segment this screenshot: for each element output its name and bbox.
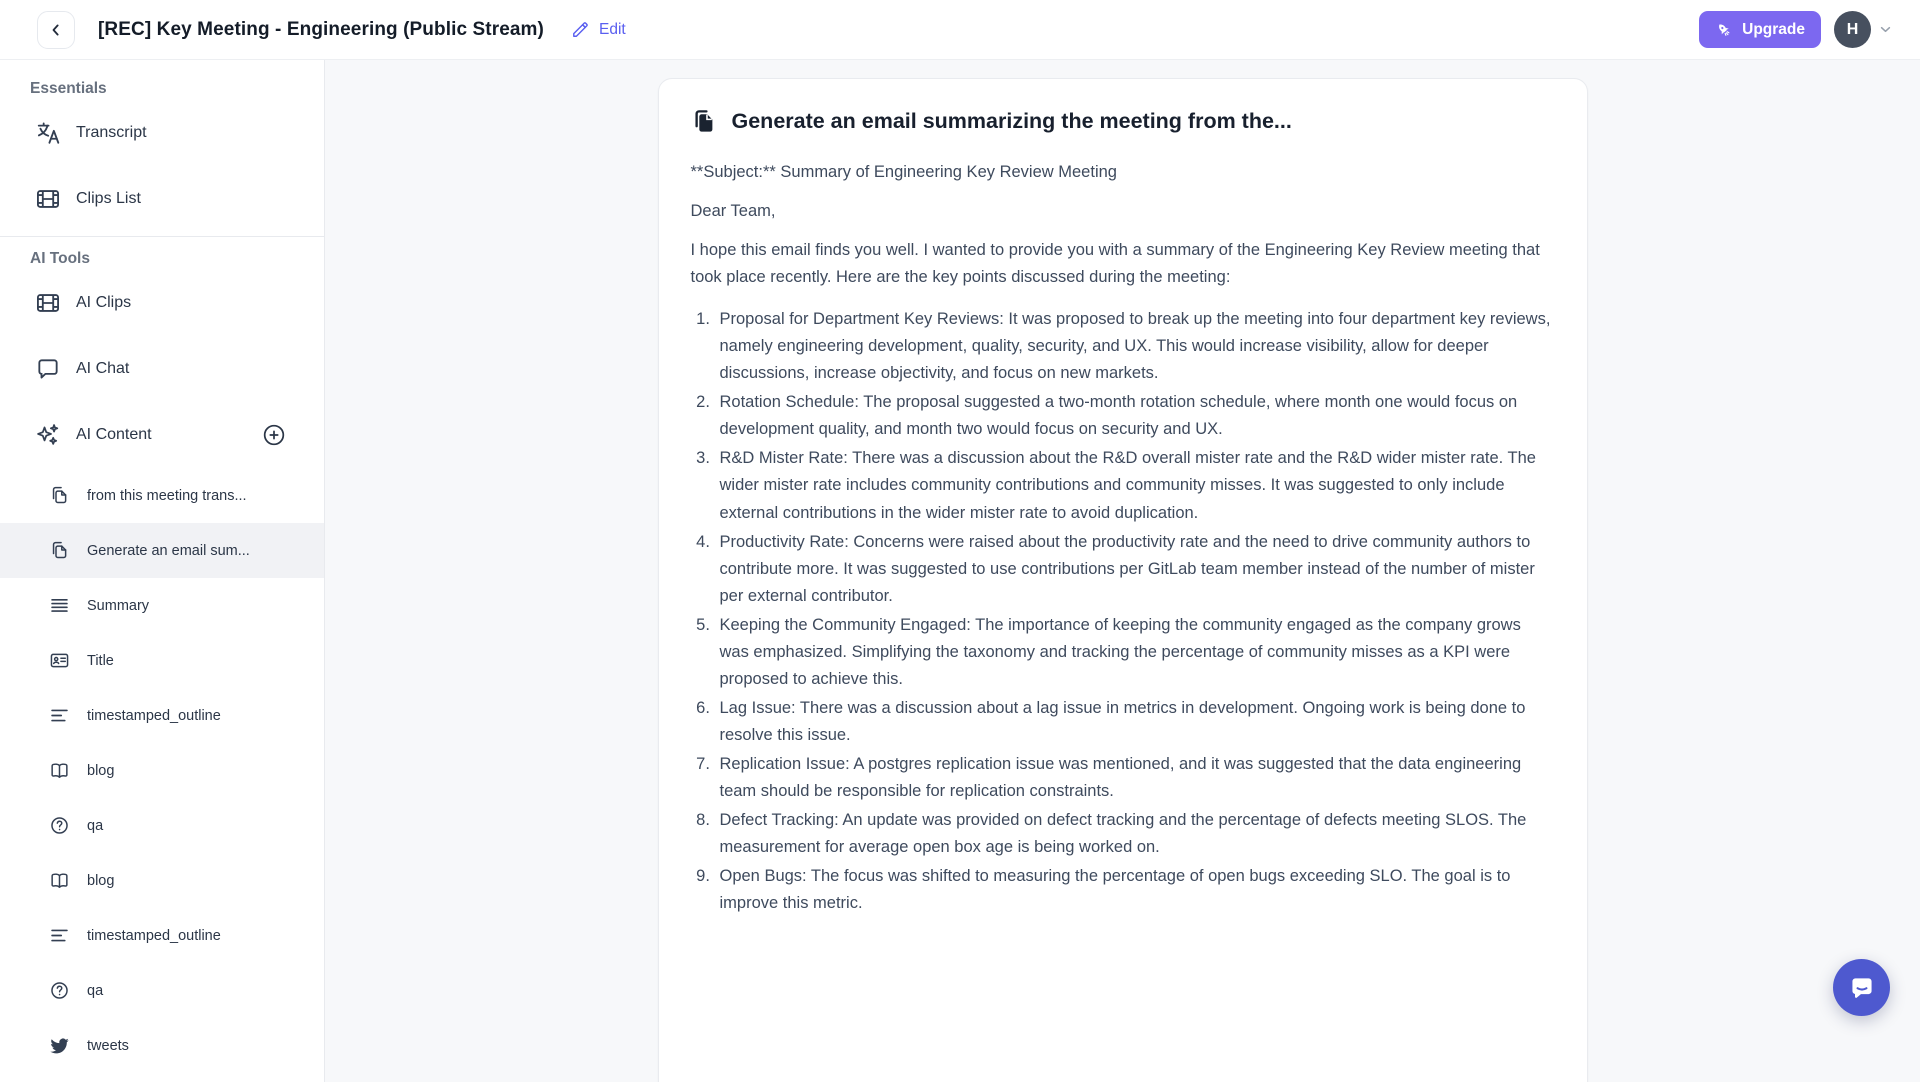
page-title: [REC] Key Meeting - Engineering (Public Stream) xyxy=(98,18,544,40)
question-circle-icon xyxy=(49,815,70,836)
email-intro: I hope this email finds you well. I wanted to provide you with a summary of the Engineering Key Review meeting that took place recently. Here are the key points discussed during the meeting: xyxy=(690,241,1540,287)
align-left-icon xyxy=(49,925,70,946)
sidebar-item-generate-email[interactable] xyxy=(0,523,324,578)
sidebar-item-from-this-meeting[interactable] xyxy=(0,468,324,523)
sidebar-item-label: timestamped_outline xyxy=(87,707,221,724)
copy-document-icon xyxy=(49,540,70,561)
content-card xyxy=(658,78,1588,1082)
card-title: Generate an email summarizing the meeting from the... xyxy=(731,109,1292,133)
sidebar-item-qa[interactable] xyxy=(0,963,324,1018)
pages-icon xyxy=(691,108,718,135)
sidebar-item-timestamped-outline[interactable] xyxy=(0,688,324,743)
header-right xyxy=(1699,11,1894,48)
email-point: 1. Proposal for Department Key Reviews: It was proposed to break up the meeting into four department key reviews, namely engineering development, quality, security, and UX. This would increase visibility, allow for deeper discussions, increase objectivity, and focus on new markets. xyxy=(715,306,1555,387)
film-icon xyxy=(35,290,61,316)
sidebar-item-label: AI Chat xyxy=(76,360,130,377)
sidebar-item-summary[interactable] xyxy=(0,578,324,633)
user-menu[interactable] xyxy=(1834,11,1894,48)
sidebar-item-label: blog xyxy=(87,762,115,779)
email-point: 4. Productivity Rate: Concerns were raised about the productivity rate and the need to drive community authors to contribute more. It was suggested to use contributions per GitLab team member instead of the number of mister per external contributor. xyxy=(715,529,1555,610)
book-icon xyxy=(49,760,70,781)
email-point: 6. Lag Issue: There was a discussion about a lag issue in metrics in development. Ongoing work is being done to resolve this issue. xyxy=(715,695,1555,749)
sidebar-item-label: AI Clips xyxy=(76,294,132,311)
id-card-icon xyxy=(49,650,70,671)
upgrade-button[interactable] xyxy=(1699,11,1821,48)
sidebar-item-label: timestamped_outline xyxy=(87,927,221,944)
sidebar-item-clips-list[interactable] xyxy=(0,166,324,232)
sidebar-item-label: Clips List xyxy=(76,190,141,207)
chevron-down-icon xyxy=(1877,21,1894,38)
email-subject: **Subject:** Summary of Engineering Key Review Meeting xyxy=(690,163,1117,181)
sidebar-item-label: blog xyxy=(87,872,115,889)
sidebar-item-label: Title xyxy=(87,652,114,669)
chat-bubble-icon xyxy=(35,356,61,382)
sidebar-item-ai-clips[interactable] xyxy=(0,270,324,336)
sidebar xyxy=(0,60,325,1082)
email-point: 3. R&D Mister Rate: There was a discussion about the R&D overall mister rate and the R&D wider mister rate. The wider mister rate includes community contributions and community misses. It was suggested to only include external contributions in the wider mister rate to avoid duplication. xyxy=(715,445,1555,526)
back-button[interactable] xyxy=(37,11,75,49)
email-point: 5. Keeping the Community Engaged: The importance of keeping the community engaged as the company grows was emphasized. Simplifying the taxonomy and tracking the percentage of community misses as a KPI were proposed to achieve this. xyxy=(715,612,1555,693)
email-points-list xyxy=(691,306,1555,917)
copy-document-icon xyxy=(49,485,70,506)
sidebar-item-timestamped-outline[interactable] xyxy=(0,908,324,963)
email-point: 2. Rotation Schedule: The proposal suggested a two-month rotation schedule, where month one would focus on development quality, and month two would focus on security and UX. xyxy=(715,389,1555,443)
sidebar-divider xyxy=(0,236,324,237)
sidebar-item-blog[interactable] xyxy=(0,743,324,798)
sidebar-item-ai-content[interactable] xyxy=(0,402,324,468)
header xyxy=(0,0,1920,60)
sidebar-item-qa[interactable] xyxy=(0,798,324,853)
twitter-icon xyxy=(49,1035,70,1056)
email-point: 9. Open Bugs: The focus was shifted to measuring the percentage of open bugs exceeding SLO. The goal is to improve this metric. xyxy=(715,863,1555,917)
sidebar-item-label: Generate an email sum... xyxy=(87,542,250,559)
chat-launcher-icon xyxy=(1848,974,1876,1002)
main-content xyxy=(325,60,1920,1082)
sidebar-item-label: AI Content xyxy=(76,426,152,443)
plus-circle-icon xyxy=(261,422,287,448)
sidebar-item-label: qa xyxy=(87,982,104,999)
book-icon xyxy=(49,870,70,891)
edit-label: Edit xyxy=(598,20,626,38)
avatar: H xyxy=(1834,11,1871,48)
align-left-icon xyxy=(49,705,70,726)
chevron-left-icon xyxy=(46,20,66,40)
sidebar-item-transcript[interactable] xyxy=(0,100,324,166)
sidebar-item-label: qa xyxy=(87,817,104,834)
chat-launcher-button[interactable] xyxy=(1833,959,1890,1016)
section-label-essentials: Essentials xyxy=(30,80,107,97)
email-point: 8. Defect Tracking: An update was provided on defect tracking and the percentage of defects meeting SLOS. The measurement for average open box age is being worked on. xyxy=(715,807,1555,861)
email-point: 7. Replication Issue: A postgres replication issue was mentioned, and it was suggested that the data engineering team should be responsible for replication constraints. xyxy=(715,751,1555,805)
sidebar-item-title[interactable] xyxy=(0,633,324,688)
card-title-row xyxy=(691,108,1555,135)
summary-lines-icon xyxy=(49,595,70,616)
email-body xyxy=(691,159,1555,917)
sidebar-item-ai-chat[interactable] xyxy=(0,336,324,402)
sidebar-item-label: Transcript xyxy=(76,124,147,141)
film-icon xyxy=(35,186,61,212)
pencil-icon xyxy=(571,20,590,39)
sidebar-item-label: tweets xyxy=(87,1037,129,1054)
question-circle-icon xyxy=(49,980,70,1001)
edit-button[interactable] xyxy=(571,20,626,39)
add-content-button[interactable] xyxy=(261,422,287,448)
sidebar-item-label: from this meeting trans... xyxy=(87,487,247,504)
sidebar-item-label: Summary xyxy=(87,597,150,614)
translate-icon xyxy=(35,120,61,146)
sparkles-icon xyxy=(35,422,61,448)
email-greeting: Dear Team, xyxy=(690,202,776,221)
sidebar-item-blog[interactable] xyxy=(0,853,324,908)
section-label-ai-tools: AI Tools xyxy=(30,250,90,267)
upgrade-label: Upgrade xyxy=(1742,20,1805,38)
rocket-icon xyxy=(1711,17,1736,42)
sidebar-item-tweets[interactable] xyxy=(0,1018,324,1073)
